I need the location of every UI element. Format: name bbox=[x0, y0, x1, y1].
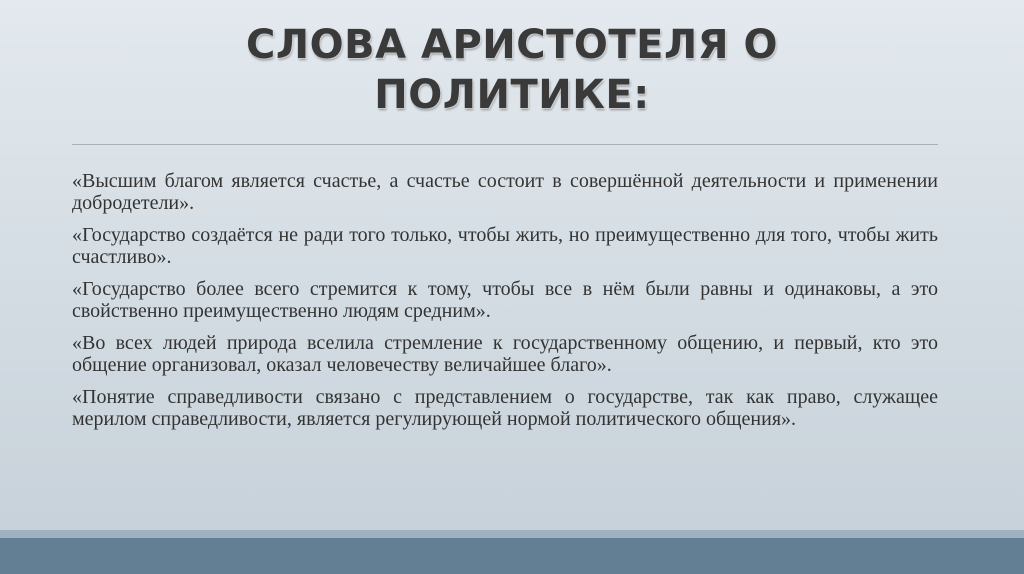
quotes-list bbox=[72, 170, 938, 440]
footer-accent-band bbox=[0, 530, 1024, 538]
quote-2: «Государство создаётся не ради того только, чтобы жить, но преимущественно для того, чтобы жить счастливо». bbox=[72, 224, 938, 268]
slide-title-line-1: СЛОВА АРИСТОТЕЛЯ О bbox=[246, 22, 778, 68]
quote-1: «Высшим благом является счастье, а счастье состоит в совершённой деятельности и применении добродетели». bbox=[72, 170, 938, 214]
quote-3: «Государство более всего стремится к тому, чтобы все в нём были равны и одинаковы, а это свойственно преимущественно людям средним». bbox=[72, 278, 938, 322]
slide-title-line-2: ПОЛИТИКЕ: bbox=[374, 72, 650, 118]
title-divider bbox=[72, 144, 938, 145]
slide-title bbox=[60, 20, 964, 120]
quote-4: «Во всех людей природа вселила стремление к государственному общению, и первый, кто это общение организовал, оказал человечеству величайшее благо». bbox=[72, 332, 938, 376]
footer-band bbox=[0, 538, 1024, 574]
quote-5: «Понятие справедливости связано с представлением о государстве, так как право, служащее мерилом справедливости, является регулирующей нормой политического общения». bbox=[72, 386, 938, 430]
